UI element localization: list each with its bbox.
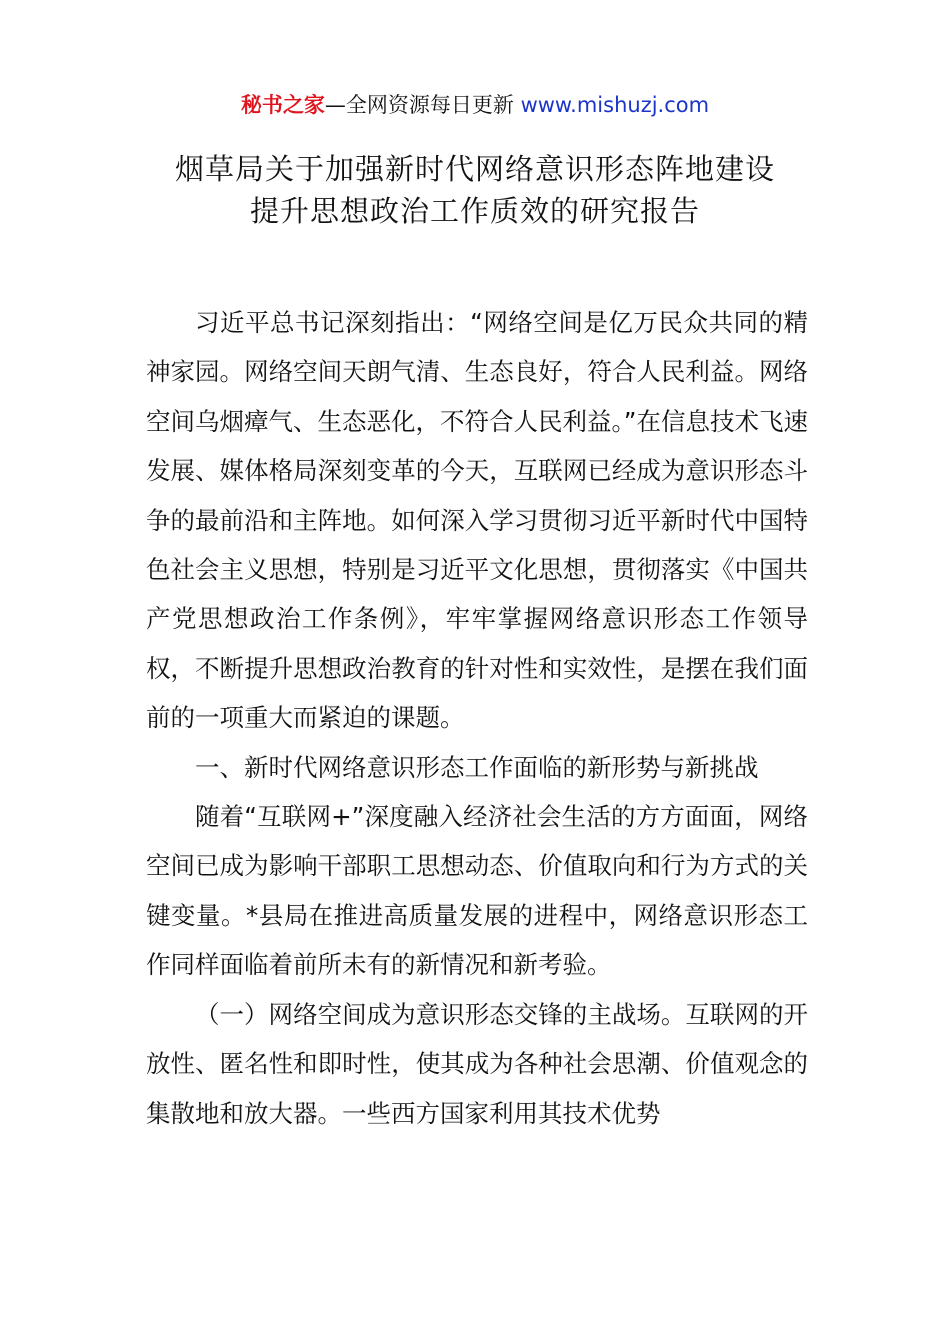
site-brand: 秘书之家: [240, 93, 325, 117]
document-title: [0, 148, 950, 232]
paragraph-intro: 习近平总书记深刻指出：“网络空间是亿万民众共同的精神家园。网络空间天朗气清、生态良好，符合人民利益。网络空间乌烟瘴气、生态恶化，不符合人民利益。”在信息技术飞速发展、媒体格局深刻变革的今天，互联网已经成为意识形态斗争的最前沿和主阵地。如何深入学习贯彻习近平新时代中国特色社会主义思想，特别是习近平文化思想，贯彻落实《中国共产党思想政治工作条例》，牢牢掌握网络意识形态工作领导权，不断提升思想政治教育的针对性和实效性，是摆在我们面前的一项重大而紧迫的课题。: [146, 308, 808, 733]
title-line-1: 烟草局关于加强新时代网络意识形态阵地建设: [174, 152, 775, 186]
title-line-2: 提升思想政治工作质效的研究报告: [249, 194, 700, 228]
section-heading-1: 一、新时代网络意识形态工作面临的新形势与新挑战: [195, 752, 759, 782]
paragraph-subsection-1: （一）网络空间成为意识形态交锋的主战场。互联网的开放性、匿名性和即时性，使其成为各种社会思潮、价值观念的集散地和放大器。一些西方国家利用其技术优势: [146, 999, 808, 1128]
paragraph-section-1: 随着“互联网+”深度融入经济社会生活的方方面面，网络空间已成为影响干部职工思想动态、价值取向和行为方式的关键变量。*县局在推进高质量发展的进程中，网络意识形态工作同样面临着前所未有的新情况和新考验。: [146, 802, 808, 980]
site-header: [0, 88, 950, 122]
site-url-link[interactable]: www.mishuzj.com: [520, 93, 710, 117]
site-tagline: —全网资源每日更新: [324, 93, 521, 117]
document-body: [146, 298, 808, 1138]
